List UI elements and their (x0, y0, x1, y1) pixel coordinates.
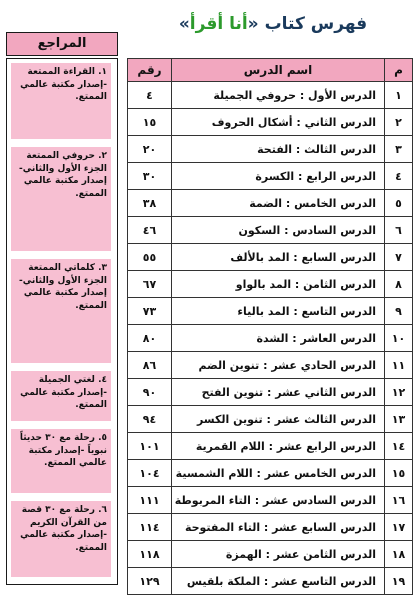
title-prefix: فهرس كتاب « (247, 14, 368, 34)
row-num: ١٣ (385, 406, 413, 433)
header-num: م (385, 59, 413, 82)
table-row (128, 136, 413, 163)
row-num: ١٢ (385, 379, 413, 406)
table-row (128, 379, 413, 406)
reference-item (11, 63, 111, 139)
row-lesson: الدرس السابع عشر : التاء المفتوحة (172, 514, 385, 541)
table-row (128, 271, 413, 298)
row-num: ٥ (385, 190, 413, 217)
row-num: ١٩ (385, 568, 413, 595)
row-num: ٢ (385, 109, 413, 136)
reference-item (11, 371, 111, 421)
row-page: ١٢٩ (128, 568, 172, 595)
row-lesson: الدرس الثاني : أشكال الحروف (172, 109, 385, 136)
table-header-row (128, 59, 413, 82)
row-lesson: الدرس التاسع عشر : الملكة بلقيس (172, 568, 385, 595)
row-lesson: الدرس الرابع : الكسرة (172, 163, 385, 190)
book-name: أنا أقرأ (189, 14, 248, 34)
table-row (128, 190, 413, 217)
row-page: ٤٦ (128, 217, 172, 244)
reference-num: ٤. (98, 375, 107, 385)
row-page: ٤ (128, 82, 172, 109)
table-row (128, 244, 413, 271)
row-num: ١٤ (385, 433, 413, 460)
row-num: ٣ (385, 136, 413, 163)
row-page: ١٥ (128, 109, 172, 136)
row-page: ٩٠ (128, 379, 172, 406)
row-num: ١ (385, 82, 413, 109)
row-page: ١٠٤ (128, 460, 172, 487)
row-page: ١١١ (128, 487, 172, 514)
table-row (128, 568, 413, 595)
reference-item (11, 501, 111, 577)
reference-text: حروفي الممتعة الجزء الأول والثاني-إصدار مكتبة عالمي الممتع. (19, 151, 107, 199)
row-lesson: الدرس الرابع عشر : اللام القمرية (172, 433, 385, 460)
row-lesson: الدرس الأول : حروفي الجميلة (172, 82, 385, 109)
table-row (128, 82, 413, 109)
reference-text: رحلة مع ٣٠ حديثاً نبوياً -إصدار مكتبة عالمي الممتع. (19, 433, 107, 468)
row-page: ٨٦ (128, 352, 172, 379)
table-row (128, 109, 413, 136)
header-lesson: اسم الدرس (172, 59, 385, 82)
table-row (128, 541, 413, 568)
reference-item (11, 259, 111, 363)
row-page: ٥٥ (128, 244, 172, 271)
row-num: ٤ (385, 163, 413, 190)
reference-item (11, 147, 111, 251)
row-lesson: الدرس الثامن عشر : الهمزة (172, 541, 385, 568)
row-lesson: الدرس الخامس : الضمة (172, 190, 385, 217)
reference-text: القراءة الممتعة -إصدار مكتبة عالمي الممتع. (20, 67, 107, 102)
row-page: ٨٠ (128, 325, 172, 352)
row-page: ٧٣ (128, 298, 172, 325)
table-row (128, 433, 413, 460)
row-num: ٩ (385, 298, 413, 325)
row-page: ١٠١ (128, 433, 172, 460)
table-row (128, 325, 413, 352)
row-num: ٦ (385, 217, 413, 244)
reference-item (11, 429, 111, 493)
reference-num: ٦. (98, 505, 107, 515)
title-suffix: » (178, 14, 190, 34)
references-list (6, 58, 118, 585)
header-page: رقم (128, 59, 172, 82)
table-row (128, 163, 413, 190)
page-title (130, 6, 416, 42)
table-row (128, 217, 413, 244)
row-lesson: الدرس السادس عشر : التاء المربوطة (172, 487, 385, 514)
table-row (128, 514, 413, 541)
row-lesson: الدرس الحادي عشر : تنوين الضم (172, 352, 385, 379)
row-page: ١١٨ (128, 541, 172, 568)
row-num: ١٥ (385, 460, 413, 487)
reference-text: رحلة مع ٣٠ قصة من القرآن الكريم -إصدار مكتبة عالمي الممتع. (20, 505, 107, 553)
row-num: ١٨ (385, 541, 413, 568)
reference-text: لغتي الجميلة -إصدار مكتبة عالمي الممتع. (20, 375, 107, 410)
row-lesson: الدرس السابع : المد بالألف (172, 244, 385, 271)
references-header: المراجع (6, 32, 118, 56)
table-row (128, 298, 413, 325)
reference-num: ٣. (98, 263, 107, 273)
row-num: ١٦ (385, 487, 413, 514)
row-lesson: الدرس الخامس عشر : اللام الشمسية (172, 460, 385, 487)
row-lesson: الدرس الثالث : الفتحة (172, 136, 385, 163)
row-lesson: الدرس التاسع : المد بالياء (172, 298, 385, 325)
reference-num: ١. (98, 67, 107, 77)
row-page: ٦٧ (128, 271, 172, 298)
row-num: ١٠ (385, 325, 413, 352)
row-page: ٣٨ (128, 190, 172, 217)
row-num: ٨ (385, 271, 413, 298)
row-lesson: الدرس الثالث عشر : تنوين الكسر (172, 406, 385, 433)
row-lesson: الدرس العاشر : الشدة (172, 325, 385, 352)
table-row (128, 352, 413, 379)
reference-text: كلماتي الممتعة الجزء الأول والثاني-إصدار مكتبة عالمي الممتع. (19, 263, 107, 311)
row-num: ١١ (385, 352, 413, 379)
reference-num: ٥. (98, 433, 107, 443)
table-row (128, 460, 413, 487)
row-lesson: الدرس الثاني عشر : تنوين الفتح (172, 379, 385, 406)
reference-num: ٢. (98, 151, 107, 161)
table-row (128, 487, 413, 514)
lessons-index-table (127, 58, 413, 595)
row-page: ١١٤ (128, 514, 172, 541)
row-page: ٣٠ (128, 163, 172, 190)
row-page: ٢٠ (128, 136, 172, 163)
row-num: ١٧ (385, 514, 413, 541)
row-num: ٧ (385, 244, 413, 271)
row-lesson: الدرس الثامن : المد بالواو (172, 271, 385, 298)
row-lesson: الدرس السادس : السكون (172, 217, 385, 244)
row-page: ٩٤ (128, 406, 172, 433)
table-row (128, 406, 413, 433)
